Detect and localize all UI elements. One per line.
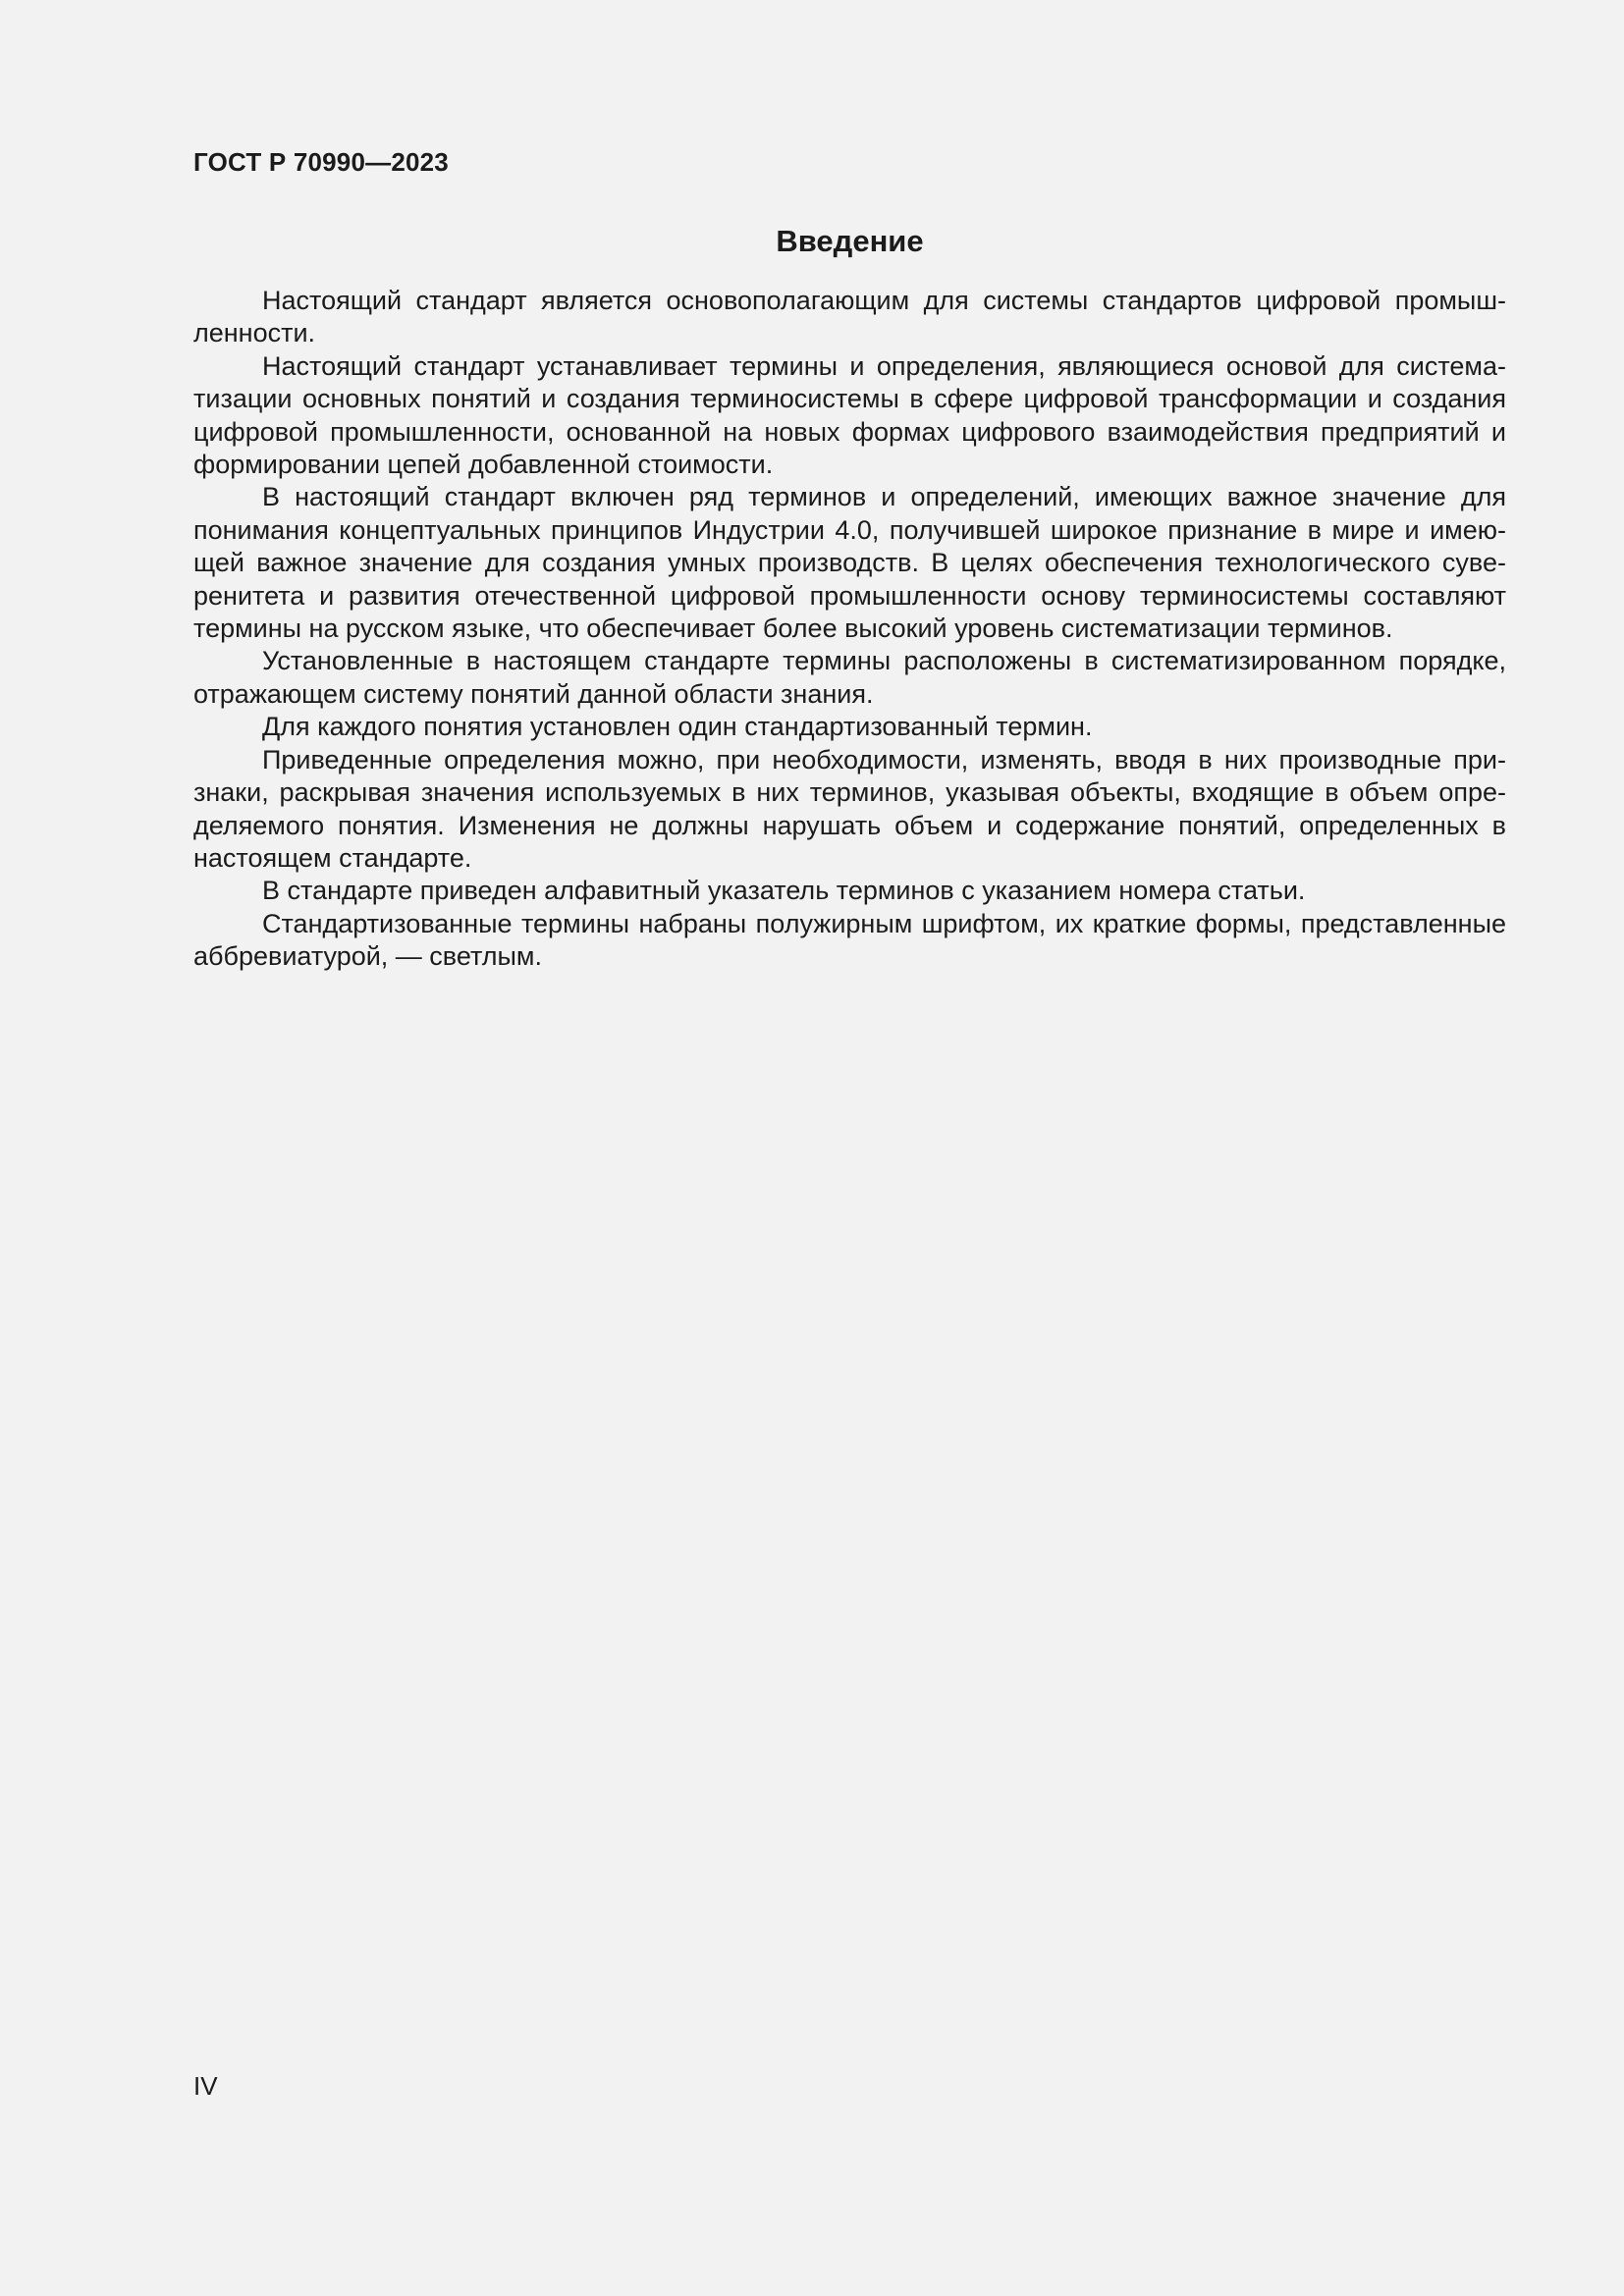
paragraph-3: В настоящий стандарт включен ряд терминов и определений, имеющих важное значение для понимания концептуальных принципов Индустрии 4.0, получившей широкое признание в мире и имеющей важное значение для создания умных производств. В целях обеспечения технологического суверенитета и развития отечественной цифровой промышленности основу терминосистемы составляют термины на русском языке, что обеспечивает более высокий уровень систематизации терминов. — [193, 482, 1506, 644]
paragraph-2: Настоящий стандарт устанавливает термины и определения, являющиеся основой для систематизации основных понятий и создания терминосистемы в сфере цифровой трансформации и создания цифровой промышленности, основанной на новых формах цифрового взаимодействия предприятий и формировании цепей добавленной стоимости. — [193, 350, 1506, 480]
paragraph-8: Стандартизованные термины набраны полужирным шрифтом, их краткие формы, представленные аббревиатурой, — светлым. — [193, 908, 1506, 972]
page-number: IV — [193, 2071, 218, 2101]
paragraph-1: Настоящий стандарт является основополагающим для системы стандартов цифровой промышленности. — [193, 286, 1506, 348]
paragraph-6: Приведенные определения можно, при необходимости, изменять, вводя в них производные признаки, раскрывая значения используемых в них терминов, указывая объекты, входящие в объем определяемого понятия. Изменения не должны нарушать объем и содержание понятий, определенных в настоящем стандарте. — [193, 744, 1506, 873]
paragraph-4: Установленные в настоящем стандарте термины расположены в систематизированном порядке, отражающем систему понятий данной области знания. — [193, 646, 1506, 709]
section-title: Введение — [776, 224, 924, 258]
paragraph-5: Для каждого понятия установлен один стандартизованный термин. — [262, 712, 1093, 742]
paragraph-7: В стандарте приведен алфавитный указатель терминов с указанием номера статьи. — [262, 876, 1306, 906]
document-code: ГОСТ Р 70990—2023 — [193, 147, 449, 177]
body-text — [193, 285, 1506, 974]
